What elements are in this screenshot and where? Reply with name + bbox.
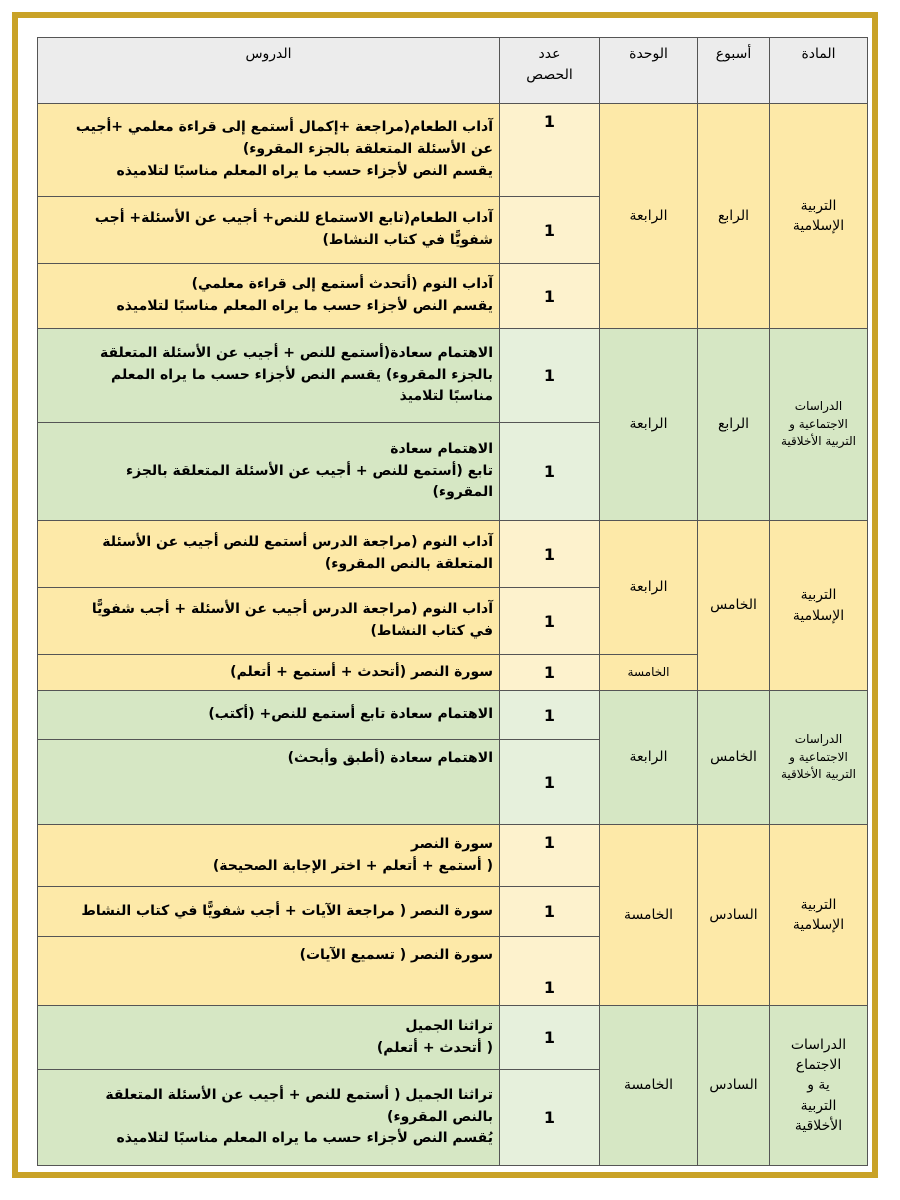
lesson-cell [38,655,500,691]
unit-cell: الرابعة [600,521,698,655]
lesson-line: تابع (أستمع للنص + أجيب عن الأسئلة المتعلقة بالجزء [125,462,493,479]
lesson-line: في كتاب النشاط) [370,623,493,639]
table-row [38,1006,868,1070]
unit-cell: الخامسة [600,655,698,691]
lesson-line: بالنص المقروء) [387,1108,493,1125]
unit-cell: الخامسة [600,825,698,1006]
lesson-line: سورة النصر (أتحدث + أستمع + أتعلم) [230,663,493,680]
count-cell: 1 [500,1006,600,1070]
lesson-cell [38,329,500,423]
lesson-cell [38,197,500,264]
unit-cell: الرابعة [600,691,698,825]
lesson-line: الاهتمام سعادة تابع أستمع للنص+ (أكتب) [208,706,493,723]
subject-line: الدراسات [790,1036,847,1053]
count-cell: 1 [500,197,600,264]
lesson-line: ( أستمع + أتعلم + اختر الإجابة الصحيحة) [212,857,493,874]
header-lessons: الدروس [38,38,500,104]
week-cell: السادس [698,825,770,1006]
lesson-cell [38,937,500,1006]
lesson-cell [38,264,500,329]
subject-line: الأخلاقية [794,1117,843,1134]
table-row [38,104,868,197]
lesson-line: المقروء) [432,484,493,501]
lesson-line: بالجزء المقروء) يقسم النص لأجزاء حسب ما يراه المعلم [111,366,493,383]
lesson-line: تراثنا الجميل ( أستمع للنص + أجيب عن الأسئلة المتعلقة [105,1086,493,1103]
count-cell: 1 [500,691,600,740]
table-row [38,691,868,740]
table-row [38,521,868,588]
lesson-line: شفويًّا في كتاب النشاط) [322,232,493,248]
count-cell: 1 [500,104,600,197]
count-cell: 1 [500,740,600,825]
lesson-line: يقسم النص لأجزاء حسب ما يراه المعلم مناسبًا لتلاميذه [116,162,493,179]
lesson-line: الاهتمام سعادة (أطبق وأبحث) [287,750,493,766]
count-cell: 1 [500,655,600,691]
lesson-line: آداب النوم (مراجعة الدرس أستمع للنص أجيب عن الأسئلة [102,534,493,551]
week-cell: الرابع [698,329,770,521]
week-cell: السادس [698,1006,770,1166]
lesson-cell [38,1006,500,1070]
lesson-cell [38,104,500,197]
week-cell: الخامس [698,521,770,691]
subject-cell: الدراسات الاجتماعية و التربية الأخلاقية [770,691,868,825]
unit-cell: الرابعة [600,329,698,521]
lesson-cell [38,1070,500,1166]
lesson-line: سورة النصر ( تسميع الآيات) [299,947,493,963]
count-cell: 1 [500,1070,600,1166]
header-count [500,38,600,104]
lesson-plan-table [37,37,868,1166]
count-cell: 1 [500,329,600,423]
lesson-line: يُقسم النص لأجزاء حسب ما يراه المعلم مناسبًا لتلاميذه [116,1130,493,1147]
count-cell: 1 [500,887,600,937]
lesson-cell [38,887,500,937]
count-cell: 1 [500,423,600,521]
count-cell: 1 [500,825,600,887]
lesson-line: المتعلقة بالنص المقروء) [324,556,493,572]
lesson-line: آداب الطعام(تابع الاستماع للنص+ أجيب عن الأسئلة+ أجب [94,210,493,227]
lesson-cell [38,521,500,588]
week-cell: الخامس [698,691,770,825]
header-count-line2: الحصص [526,67,573,83]
lesson-cell [38,423,500,521]
subject-line: ية و [807,1077,830,1094]
week-cell: الرابع [698,104,770,329]
lesson-line: يقسم النص لأجزاء حسب ما يراه المعلم مناسبًا لتلاميذه [116,298,493,314]
table-row [38,825,868,887]
header-count-line1: عدد [538,46,561,62]
count-cell: 1 [500,588,600,655]
lesson-line: عن الأسئلة المتعلقة بالجزء المقروء) [242,141,493,158]
subject-line: التربية [800,1097,837,1114]
lesson-line: سورة النصر [410,835,493,852]
lesson-line: مناسبًا لتلاميذ [399,388,493,405]
lesson-line: تراثنا الجميل [405,1017,493,1034]
lesson-cell [38,740,500,825]
lesson-line: الاهتمام سعادة [390,440,493,457]
count-cell: 1 [500,521,600,588]
header-row [38,38,868,104]
header-subject: المادة [770,38,868,104]
subject-cell: التربية الإسلامية [770,825,868,1006]
unit-cell: الرابعة [600,104,698,329]
lesson-line: ( أتحدث + أتعلم) [376,1039,493,1056]
subject-line: الاجتماع [795,1057,842,1074]
subject-cell: الدراسات الاجتماعية و التربية الأخلاقية [770,329,868,521]
lesson-line: آداب النوم (مراجعة الدرس أجيب عن الأسئلة + أجب شفويًّا [91,601,493,618]
unit-cell: الخامسة [600,1006,698,1166]
lesson-cell [38,691,500,740]
count-cell: 1 [500,937,600,1006]
lesson-cell [38,588,500,655]
subject-cell: التربية الإسلامية [770,104,868,329]
lesson-line: سورة النصر ( مراجعة الآيات + أجب شفويًّا في كتاب النشاط [81,902,493,919]
subject-cell [770,1006,868,1166]
count-cell: 1 [500,264,600,329]
lesson-line: آداب الطعام(مراجعة +إكمال أستمع إلى قراءة معلمي +أجيب [75,119,493,136]
header-week: أسبوع [698,38,770,104]
lesson-cell [38,825,500,887]
lesson-line: الاهتمام سعادة(أستمع للنص + أجيب عن الأسئلة المتعلقة [99,344,493,361]
subject-cell: التربية الإسلامية [770,521,868,691]
lesson-line: آداب النوم (أتحدث أستمع إلى قراءة معلمي) [191,276,493,293]
table-row [38,329,868,423]
header-unit: الوحدة [600,38,698,104]
